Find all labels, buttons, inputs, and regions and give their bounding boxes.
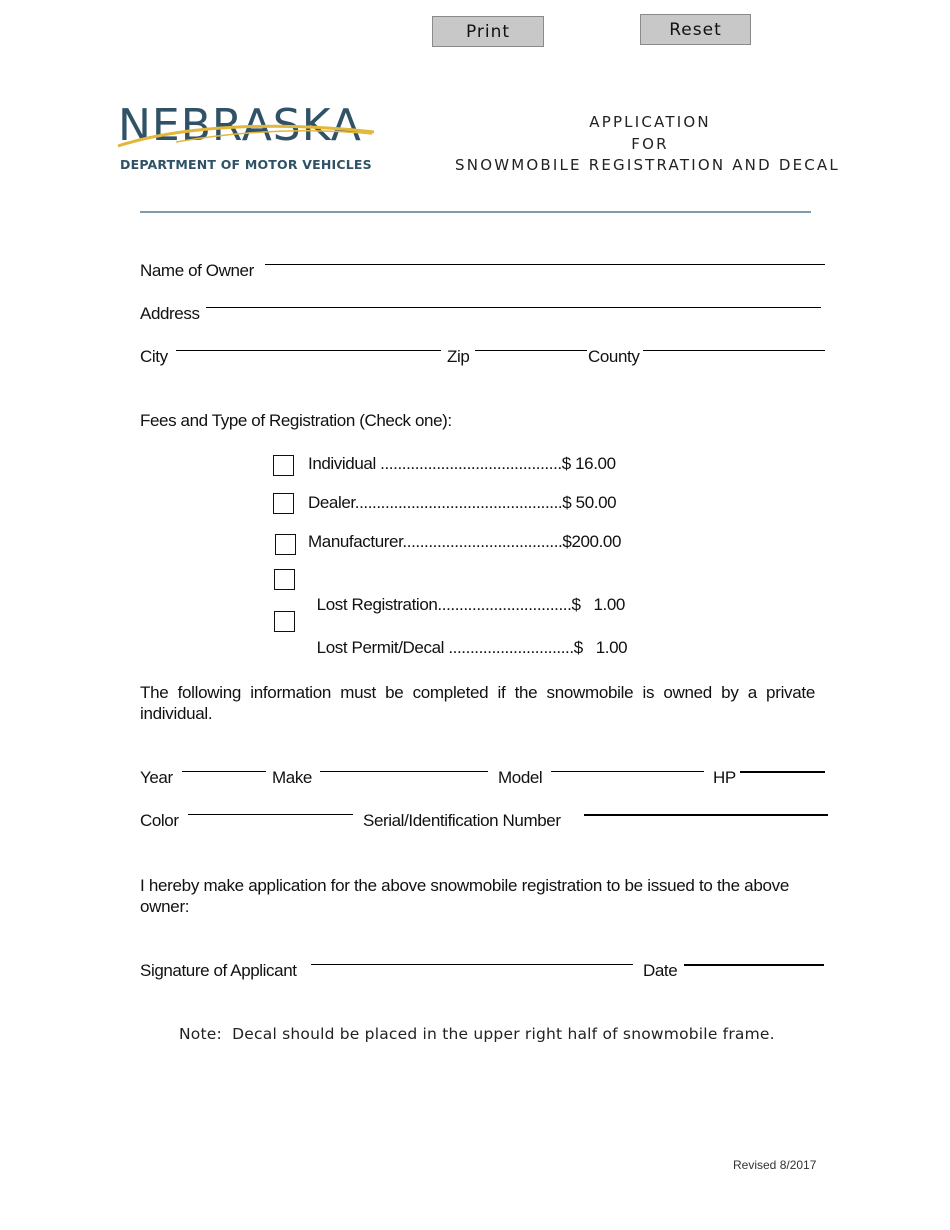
address-label: Address [140, 304, 200, 323]
city-label: City [140, 347, 168, 366]
city-field[interactable] [176, 350, 441, 351]
model-label: Model [498, 768, 543, 787]
color-label: Color [140, 811, 179, 830]
owner-name-label: Name of Owner [140, 261, 254, 280]
revision-date: Revised 8/2017 [733, 1158, 817, 1172]
fee-amount: $ 50.00 [562, 493, 617, 512]
fee-label: Dealer................................................ [308, 493, 563, 512]
signature-label: Signature of Applicant [140, 961, 297, 980]
make-label: Make [272, 768, 312, 787]
individual-checkbox[interactable] [273, 455, 294, 476]
fee-label: Lost Registration............................... [316, 595, 572, 614]
decal-note: Note: Decal should be placed in the upper right half of snowmobile frame. [179, 1025, 775, 1043]
zip-label: Zip [447, 347, 470, 366]
private-info-text: The following information must be completed if the snowmobile is owned by a private individual. [140, 683, 815, 723]
zip-field[interactable] [475, 350, 587, 351]
make-field[interactable] [320, 771, 488, 772]
lost-registration-checkbox[interactable] [274, 569, 295, 590]
hp-field[interactable] [740, 771, 825, 773]
fee-amount: $200.00 [562, 532, 622, 551]
lost-permit-checkbox[interactable] [274, 611, 295, 632]
fee-item-lost-registration [308, 575, 625, 615]
fee-item-lost-permit [308, 618, 627, 658]
form-title-line1: APPLICATION [589, 113, 711, 131]
logo-swoosh-icon [116, 118, 378, 154]
address-field[interactable] [206, 307, 821, 308]
manufacturer-checkbox[interactable] [275, 534, 296, 555]
dealer-checkbox[interactable] [273, 493, 294, 514]
fee-label: Lost Permit/Decal ............................. [316, 638, 574, 657]
fee-item-dealer [308, 493, 616, 513]
fee-label: Manufacturer..................................... [308, 532, 563, 551]
date-label: Date [643, 961, 678, 980]
fee-item-manufacturer [308, 532, 621, 552]
header-divider [140, 211, 811, 213]
reset-button[interactable]: Reset [640, 14, 751, 45]
form-title-line2: FOR [631, 135, 669, 153]
serial-field[interactable] [584, 814, 828, 816]
fee-amount: $ 1.00 [573, 638, 628, 657]
owner-name-field[interactable] [265, 264, 825, 265]
fee-amount: $ 1.00 [571, 595, 625, 614]
print-button[interactable]: Print [432, 16, 544, 47]
logo-wordmark: NEBRASKA [118, 100, 362, 151]
county-label: County [588, 347, 640, 366]
fees-heading: Fees and Type of Registration (Check one): [140, 411, 452, 430]
model-field[interactable] [551, 771, 704, 772]
serial-label: Serial/Identification Number [363, 811, 561, 830]
hp-label: HP [713, 768, 736, 787]
form-title-line3: SNOWMOBILE REGISTRATION AND DECAL [455, 156, 840, 174]
logo-department: DEPARTMENT OF MOTOR VEHICLES [120, 157, 372, 172]
signature-field[interactable] [311, 964, 633, 965]
color-field[interactable] [188, 814, 353, 815]
fee-amount: $ 16.00 [561, 454, 616, 473]
fee-item-individual [308, 454, 616, 474]
fee-label: Individual .......................................... [308, 454, 562, 473]
declaration-text: I hereby make application for the above snowmobile registration to be issued to the above owner: [140, 876, 789, 916]
year-field[interactable] [182, 771, 266, 772]
county-field[interactable] [643, 350, 825, 351]
date-field[interactable] [684, 964, 824, 966]
year-label: Year [140, 768, 173, 787]
